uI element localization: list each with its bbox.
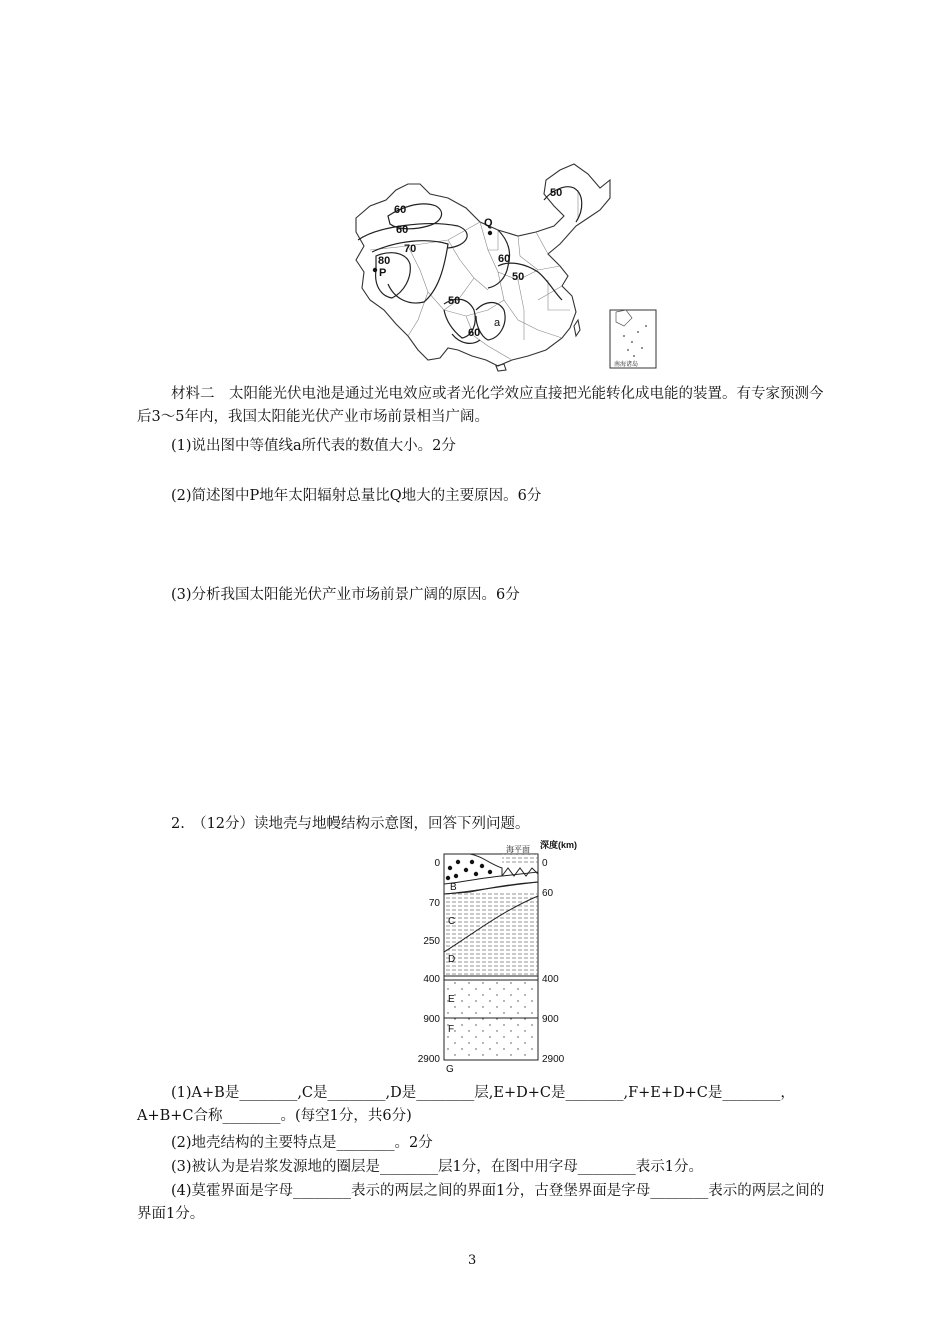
crust-mantle-structure-diagram xyxy=(410,836,596,1076)
map-label-a: a xyxy=(494,317,501,329)
depth-axis-title: 深度(km) xyxy=(540,840,578,850)
right-depth-tick: 900 xyxy=(542,1014,559,1025)
layer-letter: C xyxy=(448,916,456,927)
question-1-sub-2: (2)简述图中P地年太阳辐射总量比Q地大的主要原因。6分 xyxy=(171,488,542,504)
left-depth-tick: 900 xyxy=(423,1014,440,1025)
map-label-Q: Q xyxy=(484,217,493,229)
point-Q-dot xyxy=(488,231,492,235)
right-depth-tick: 60 xyxy=(542,888,554,899)
right-depth-tick: 2900 xyxy=(542,1054,565,1065)
map-label-60: 60 xyxy=(498,253,511,265)
map-label-60: 60 xyxy=(468,327,481,339)
point-P-dot xyxy=(373,268,377,272)
question-1-sub-1: (1)说出图中等值线a所代表的数值大小。2分 xyxy=(171,438,456,454)
left-depth-tick: 400 xyxy=(423,974,440,985)
material-2-text: 材料二 太阳能光伏电池是通过光电效应或者光化学效应直接把光能转化成电能的装置。有专家预测今后3～5年内，我国太阳能光伏产业市场前景相当广阔。 xyxy=(137,386,824,425)
question-2-sub-4: (4)莫霍界面是字母________表示的两层之间的界面1分，古登堡界面是字母________表示的两层之间的界面1分。 xyxy=(137,1183,825,1222)
layer-letter: B xyxy=(450,882,457,893)
left-depth-tick: 0 xyxy=(434,858,440,869)
layer-letter: F xyxy=(448,1024,455,1035)
right-depth-tick: 0 xyxy=(542,858,548,869)
question-2-sub-3: (3)被认为是岩浆发源地的圈层是________层1分，在图中用字母________表示1分。 xyxy=(171,1159,703,1175)
question-2-heading: 2. （12分）读地壳与地幔结构示意图，回答下列问题。 xyxy=(171,816,530,832)
left-depth-tick: 70 xyxy=(428,898,440,909)
map-label-60: 60 xyxy=(396,224,409,236)
map-label-P: P xyxy=(379,267,387,279)
layer-letter: G xyxy=(446,1064,454,1075)
right-depth-tick: 400 xyxy=(542,974,559,985)
left-depth-tick: 2900 xyxy=(417,1054,440,1065)
inset-label: 南海诸岛 xyxy=(614,362,639,368)
page-number: 3 xyxy=(468,1253,477,1268)
south-china-sea-inset xyxy=(610,310,656,368)
layer-letter: A xyxy=(448,858,455,868)
map-label-50: 50 xyxy=(550,187,563,199)
map-label-50: 50 xyxy=(512,271,525,283)
china-solar-radiation-map xyxy=(348,160,660,372)
question-2-sub-2: (2)地壳结构的主要特点是________。2分 xyxy=(171,1135,433,1151)
question-2-sub-1: (1)A+B是________,C是________,D是________层,E+D+C是________,F+E+D+C是________，A+B+C合称________。(每空1分，共6分) xyxy=(137,1085,795,1124)
map-label-70: 70 xyxy=(404,243,417,255)
map-label-60: 60 xyxy=(394,204,407,216)
sea-level-label: 海平面 xyxy=(506,845,530,854)
layer-letter: D xyxy=(448,954,456,965)
map-label-80: 80 xyxy=(378,255,391,267)
left-depth-tick: 250 xyxy=(423,936,440,947)
layer-letter: E xyxy=(448,994,455,1005)
question-1-sub-3: (3)分析我国太阳能光伏产业市场前景广阔的原因。6分 xyxy=(171,587,520,603)
map-label-50: 50 xyxy=(448,295,461,307)
